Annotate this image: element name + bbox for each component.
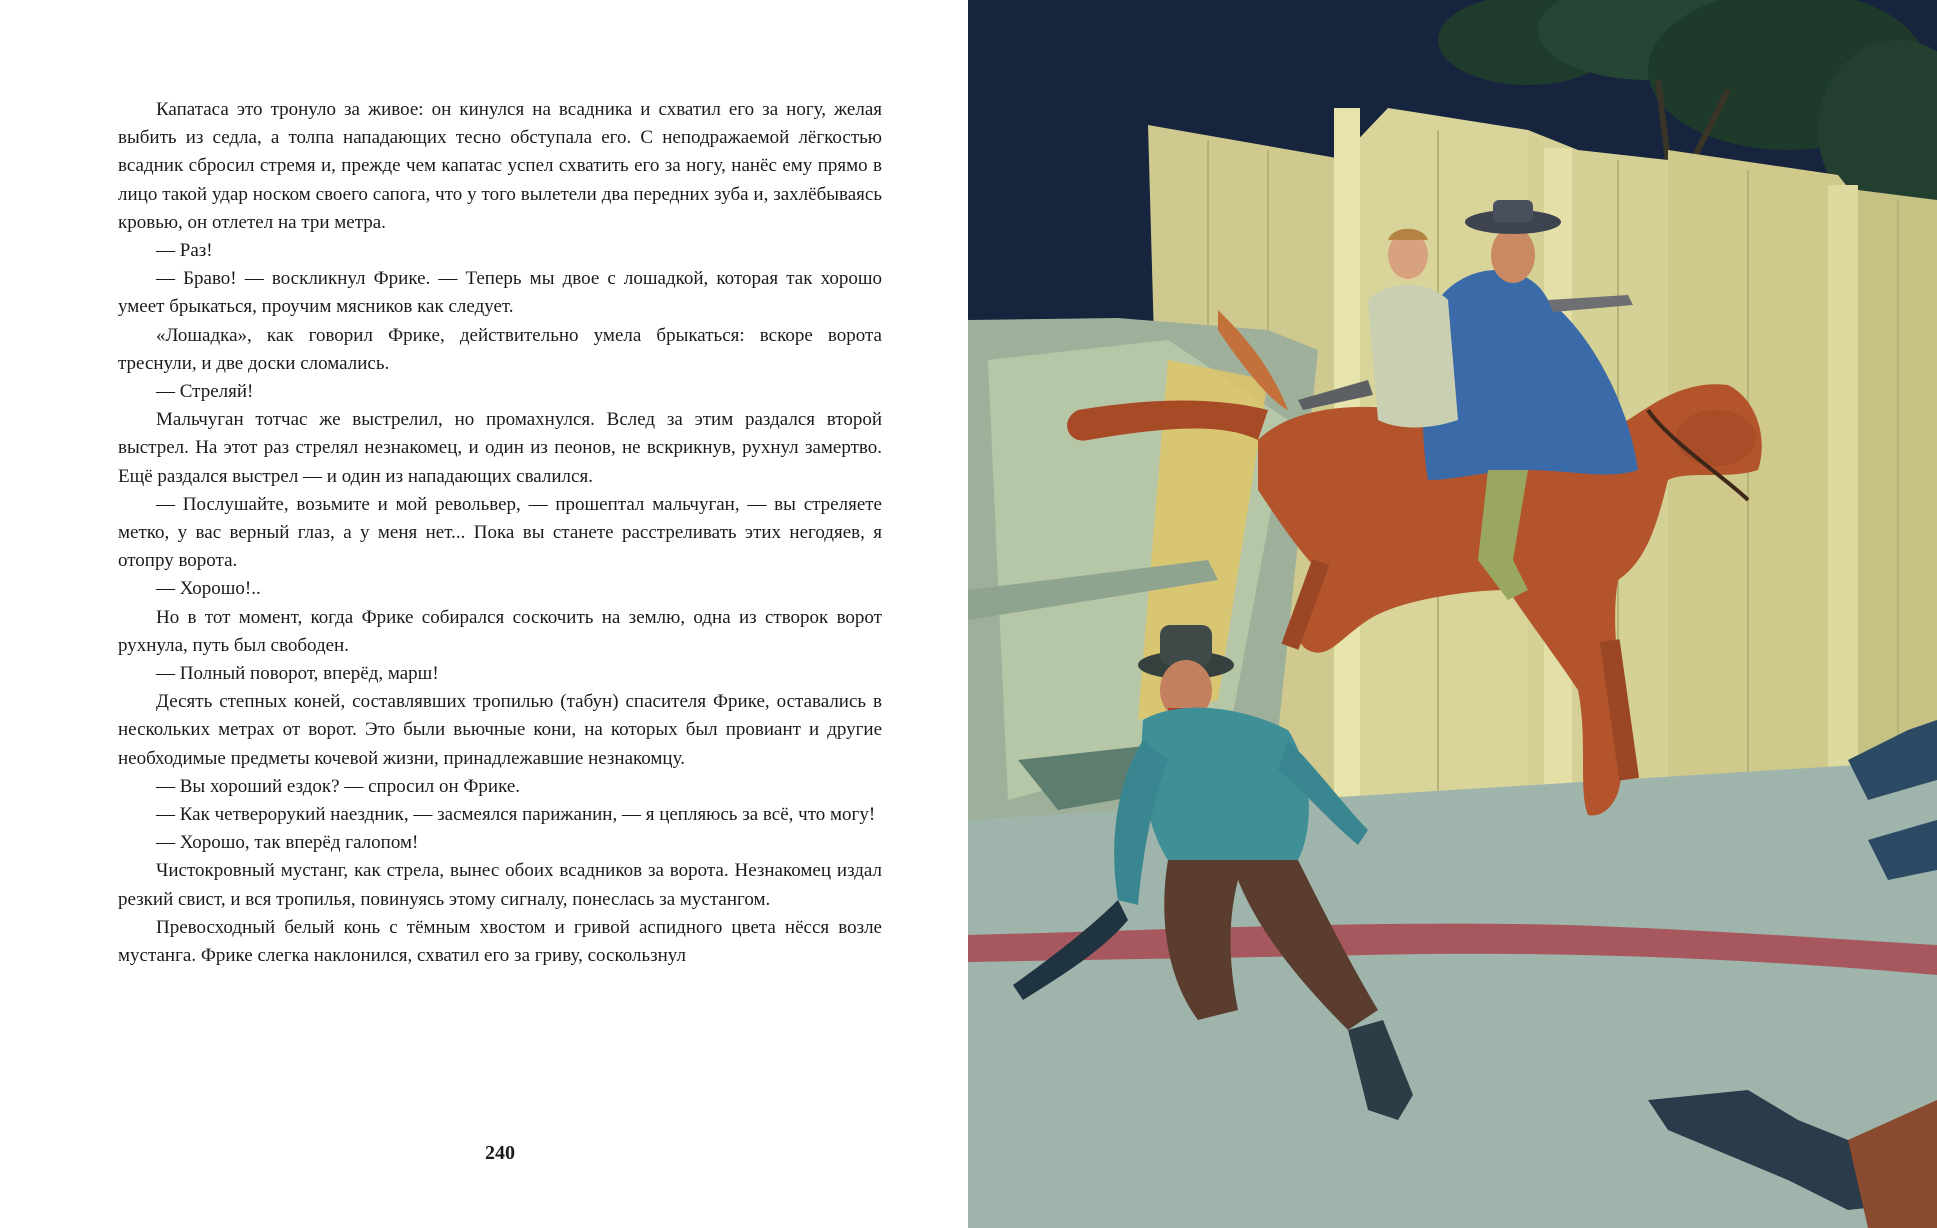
paragraph: — Послушайте, возьмите и мой револьвер, — прошептал мальчуган, — вы стреляете метко, у вас верный глаз, а у меня нет... Пока вы станете расстреливать этих негодяев, я отопру ворота. bbox=[118, 493, 882, 572]
illustration bbox=[968, 0, 1937, 1228]
paragraph: Превосходный белый конь с тёмным хвостом и гривой аспидного цвета нёсся возле мустанга. Фрике слегка наклонился, схватил его за гриву, соскользнул bbox=[118, 916, 882, 967]
paragraph: Но в тот момент, когда Фрике собирался соскочить на землю, одна из створок ворот рухнула, путь был свободен. bbox=[118, 606, 882, 656]
paragraph: — Как четверорукий наездник, — засмеялся парижанин, — я цепляюсь за всё, что могу! bbox=[156, 804, 876, 826]
paragraph: Капатаса это тронуло за живое: он кинулся на всадника и схватил его за ногу, желая выбить из седла, а толпа нападающих тесно обступала его. С неподражаемой лёгкостью всадник сбросил стремя и, прежде чем капатас успел схватить его за ногу, нанёс ему прямо в лицо такой удар носком своего сапога, что у того вылетели два передних зуба и, захлёбываясь кровью, он отлетел на три метра. bbox=[118, 99, 882, 233]
paragraph: — Вы хороший ездок? — спросил он Фрике. bbox=[156, 775, 521, 797]
paragraph: — Хорошо!.. bbox=[156, 578, 261, 600]
page-number: 240 bbox=[485, 1142, 515, 1164]
left-page bbox=[0, 0, 968, 1228]
paragraph: Десять степных коней, составлявших тропилью (табун) спасителя Фрике, оставались в нескольких метрах от ворот. Это были вьючные кони, на которых был провиант и другие необходимые предметы кочевой жизни, принадлежавшие незнакомцу. bbox=[118, 691, 882, 769]
paragraph: Мальчуган тотчас же выстрелил, но промахнулся. Вслед за этим раздался второй выстрел. На этот раз стрелял незнакомец, и один из пеонов, не вскрикнув, рухнул замертво. Ещё раздался выстрел — и один из нападающих свалился. bbox=[118, 409, 882, 487]
paragraph: Чистокровный мустанг, как стрела, вынес обоих всадников за ворота. Незнакомец издал резкий свист, и вся тропилья, повинуясь этому сигналу, понеслась за мустангом. bbox=[118, 860, 882, 910]
body-text bbox=[118, 96, 882, 970]
paragraph: — Хорошо, так вперёд галопом! bbox=[156, 832, 419, 854]
paragraph: — Полный поворот, вперёд, марш! bbox=[156, 663, 439, 685]
paragraph: — Стреляй! bbox=[156, 381, 254, 403]
illustration-page bbox=[968, 0, 1937, 1228]
paragraph: — Браво! — воскликнул Фрике. — Теперь мы двое с лошадкой, которая так хорошо умеет брыкаться, проучим мясников как следует. bbox=[118, 268, 882, 318]
paragraph: «Лошадка», как говорил Фрике, действительно умела брыкаться: вскоре ворота треснули, и две доски сломались. bbox=[118, 324, 882, 374]
paragraph: — Раз! bbox=[156, 240, 213, 262]
